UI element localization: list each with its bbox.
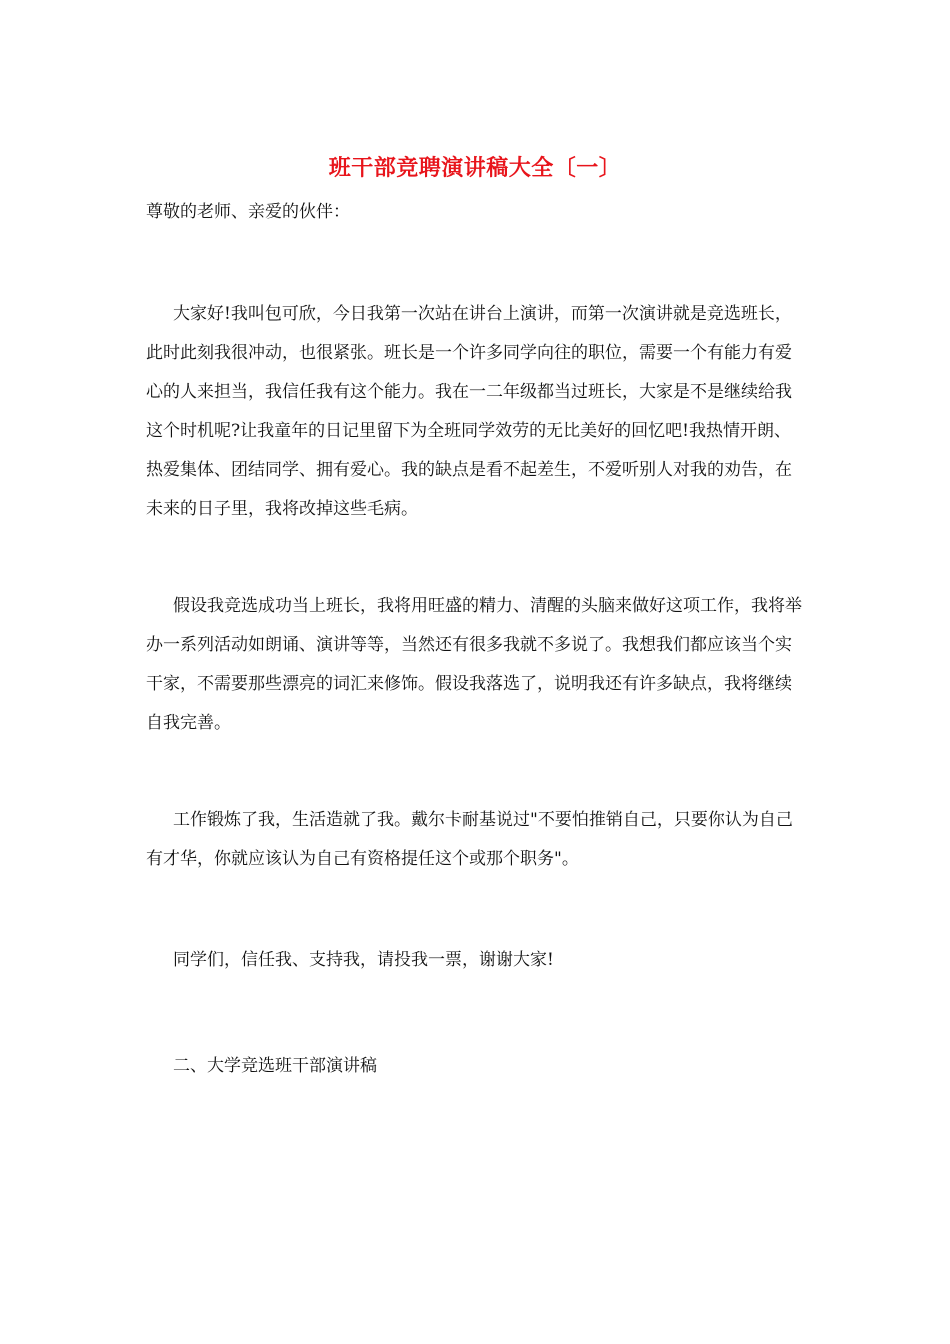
salutation: 尊敬的老师、亲爱的伙伴： <box>146 202 350 222</box>
paragraph-2: 假设我竞选成功当上班长，我将用旺盛的精力、清醒的头脑来做好这项工作，我将举办一系列活动如朗诵、演讲等等，当然还有很多我就不多说了。我想我们都应该当个实干家，不需要那些漂亮的词汇来修饰。假设我落选了，说明我还有许多缺点，我将继续自我完善。 <box>146 596 802 733</box>
document-title: 班干部竞聘演讲稿大全〔一〕 <box>328 155 622 181</box>
section-heading-2: 二、大学竞选班干部演讲稿 <box>173 1056 377 1076</box>
paragraph-4: 同学们，信任我、支持我，请投我一票，谢谢大家! <box>173 950 554 970</box>
paragraph-3: 工作锻炼了我，生活造就了我。戴尔卡耐基说过"不要怕推销自己，只要你认为自己有才华，你就应该认为自己有资格提任这个或那个职务"。 <box>146 810 793 869</box>
paragraph-1: 大家好!我叫包可欣，今日我第一次站在讲台上演讲，而第一次演讲就是竞选班长，此时此刻我很冲动，也很紧张。班长是一个许多同学向往的职位，需要一个有能力有爱心的人来担当，我信任我有这个能力。我在一二年级都当过班长，大家是不是继续给我这个时机呢?让我童年的日记里留下为全班同学效劳的无比美好的回忆吧!我热情开朗、热爱集体、团结同学、拥有爱心。我的缺点是看不起差生，不爱听别人对我的劝告，在未来的日子里，我将改掉这些毛病。 <box>146 304 792 519</box>
